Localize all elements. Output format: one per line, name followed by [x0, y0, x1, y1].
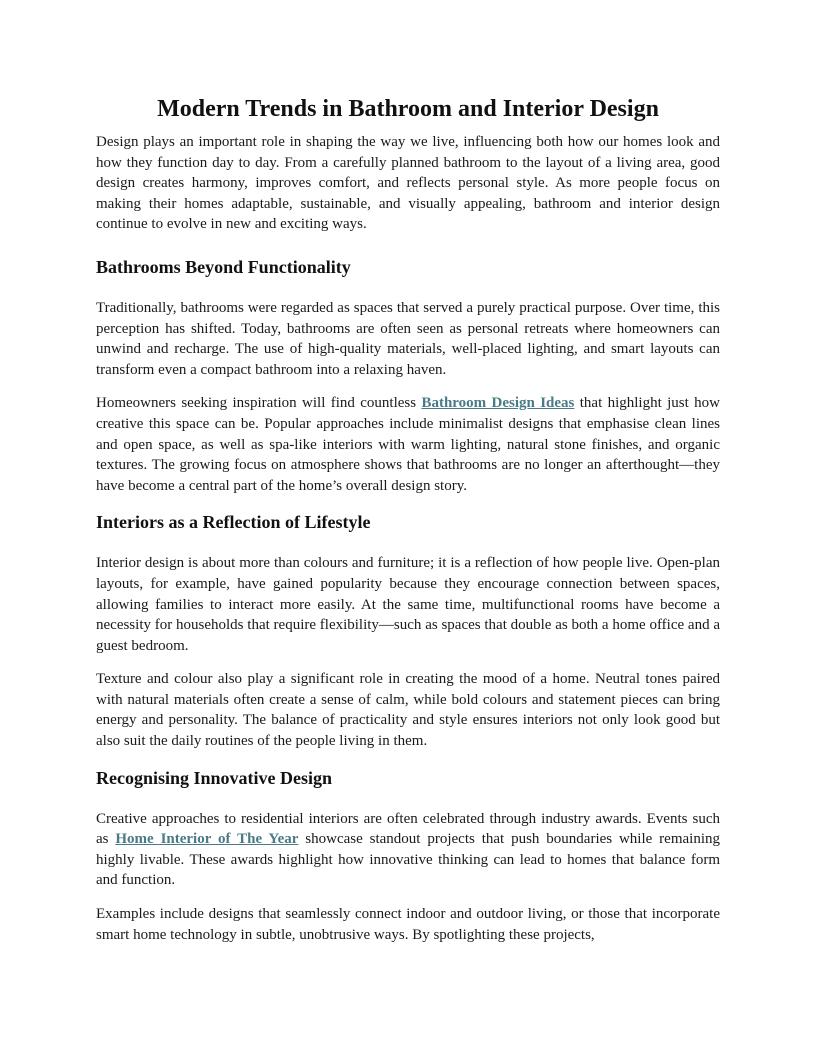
innovative-paragraph-2: Examples include designs that seamlessly connect indoor and outdoor living, or those that incorporate smart home technology in subtle, unobtrusive ways. By spotlighting these projects, — [96, 906, 720, 943]
section-heading-bathrooms: Bathrooms Beyond Functionality — [96, 256, 351, 277]
document-title: Modern Trends in Bathroom and Interior Design — [157, 96, 659, 122]
home-interior-of-the-year-link[interactable]: Home Interior of The Year — [115, 831, 299, 848]
bathrooms-paragraph-1: Traditionally, bathrooms were regarded as spaces that served a purely practical purpose. Over time, this perception has shifted. Today, bathrooms are often seen as personal retreats where homeowners can unwind and recharge. The use of high-quality materials, well-placed lighting, and smart layouts can transform even a compact bathroom into a relaxing haven. — [96, 299, 720, 378]
interiors-paragraph-1: Interior design is about more than colours and furniture; it is a reflection of how people live. Open-plan layouts, for example, have gained popularity because they encourage connection between spaces, allowing families to interact more easily. At the same time, multifunctional rooms have become a necessity for households that require flexibility—such as spaces that double as both a home office and a guest bedroom. — [96, 555, 720, 654]
innovative-paragraph-1 — [96, 809, 720, 891]
text-span: Homeowners seeking inspiration will find countless — [96, 395, 422, 412]
section-heading-innovative: Recognising Innovative Design — [96, 767, 333, 788]
intro-paragraph: Design plays an important role in shaping the way we live, influencing both how our homes look and how they function day to day. From a carefully planned bathroom to the layout of a living area, good design creates harmony, improves comfort, and reflects personal style. As more people focus on making their homes adaptable, sustainable, and visually appealing, bathroom and interior design continue to evolve in new and exciting ways. — [96, 134, 720, 233]
text-span: Creative approaches to residential interiors are often celebrated through industry awards. Events such as — [96, 810, 720, 848]
text-span: showcase standout projects that push boundaries while remaining highly livable. These awards highlight how innovative thinking can lead to homes that balance form and function. — [96, 831, 720, 889]
bathrooms-paragraph-2 — [96, 393, 720, 496]
interiors-paragraph-2: Texture and colour also play a significant role in creating the mood of a home. Neutral tones paired with natural materials often create a sense of calm, while bold colours and statement pieces can bring energy and personality. The balance of practicality and style ensures interiors not only look good but also suit the daily routines of the people living in them. — [96, 671, 720, 750]
section-heading-interiors: Interiors as a Reflection of Lifestyle — [96, 512, 371, 533]
bathroom-design-ideas-link[interactable]: Bathroom Design Ideas — [421, 395, 575, 412]
text-span: that highlight just how creative this space can be. Popular approaches include minimalist designs that emphasise clean lines and open space, as well as spa-like interiors with warm lighting, natural stone finishes, and organic textures. The growing focus on atmosphere shows that bathrooms are no longer an afterthought—they have become a central part of the home’s overall design story. — [96, 395, 720, 494]
